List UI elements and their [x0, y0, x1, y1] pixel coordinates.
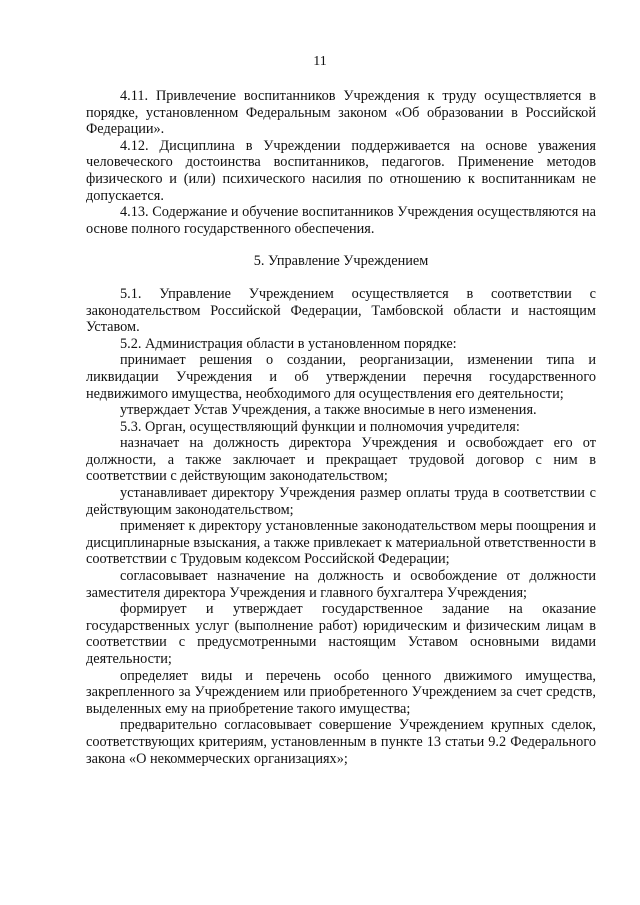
- list-item-5-3-deputies: согласовывает назначение на должность и освобождение от должности заместителя директора Учреждения и главного бухгалтера Учреждения;: [86, 568, 596, 601]
- list-item-5-2-charter: утверждает Устав Учреждения, а также вносимые в него изменения.: [120, 402, 537, 419]
- list-item-5-3-appoint: назначает на должность директора Учреждения и освобождает его от должности, а также заключает и прекращает трудовой договор с ним в соответствии с действующим законодательством;: [86, 435, 596, 485]
- list-item-5-3-deals: предварительно согласовывает совершение Учреждением крупных сделок, соответствующих критериям, установленным в пункте 13 статьи 9.2 Федерального закона «О некоммерческих организациях»;: [86, 717, 596, 767]
- paragraph-5-2: 5.2. Администрация области в установленном порядке:: [120, 335, 457, 352]
- list-item-5-2-decisions: принимает решения о создании, реорганизации, изменении типа и ликвидации Учреждения и об утверждении перечня государственного недвижимого имущества, необходимого для осуществления его деятельности;: [86, 352, 596, 402]
- page-number: 11: [313, 54, 327, 69]
- list-item-5-3-property: определяет виды и перечень особо ценного движимого имущества, закрепленного за Учреждением или приобретенного Учреждением за счет средств, выделенных ему на приобретение такого имущества;: [86, 667, 596, 717]
- list-item-5-3-salary: устанавливает директору Учреждения размер оплаты труда в соответствии с действующим законодательством;: [86, 485, 596, 518]
- paragraph-4-11: 4.11. Привлечение воспитанников Учреждения к труду осуществляется в порядке, установленном Федеральным законом «Об образовании в Российской Федерации».: [86, 88, 596, 138]
- section-title: 5. Управление Учреждением: [253, 253, 429, 270]
- paragraph-4-13: 4.13. Содержание и обучение воспитанников Учреждения осуществляются на основе полного государственного обеспечения.: [86, 204, 596, 237]
- document-body: [86, 88, 596, 767]
- list-item-5-3-measures: применяет к директору установленные законодательством меры поощрения и дисциплинарные взыскания, а также привлекает к материальной ответственности в соответствии с Трудовым кодексом Российской Федерации;: [86, 518, 596, 568]
- paragraph-4-12: 4.12. Дисциплина в Учреждении поддерживается на основе уважения человеческого достоинства воспитанников, педагогов. Применение методов физического и (или) психического насилия по отношению к воспитанникам не допускается.: [86, 137, 596, 204]
- list-item-5-3-task: формирует и утверждает государственное задание на оказание государственных услуг (выполнение работ) юридическим и физическим лицам в соответствии с предусмотренными настоящим Уставом основными видами деятельности;: [86, 601, 596, 667]
- paragraph-5-1: 5.1. Управление Учреждением осуществляется в соответствии с законодательством Российской Федерации, Тамбовской области и настоящим Уставом.: [86, 285, 596, 336]
- paragraph-5-3: 5.3. Орган, осуществляющий функции и полномочия учредителя:: [120, 418, 520, 435]
